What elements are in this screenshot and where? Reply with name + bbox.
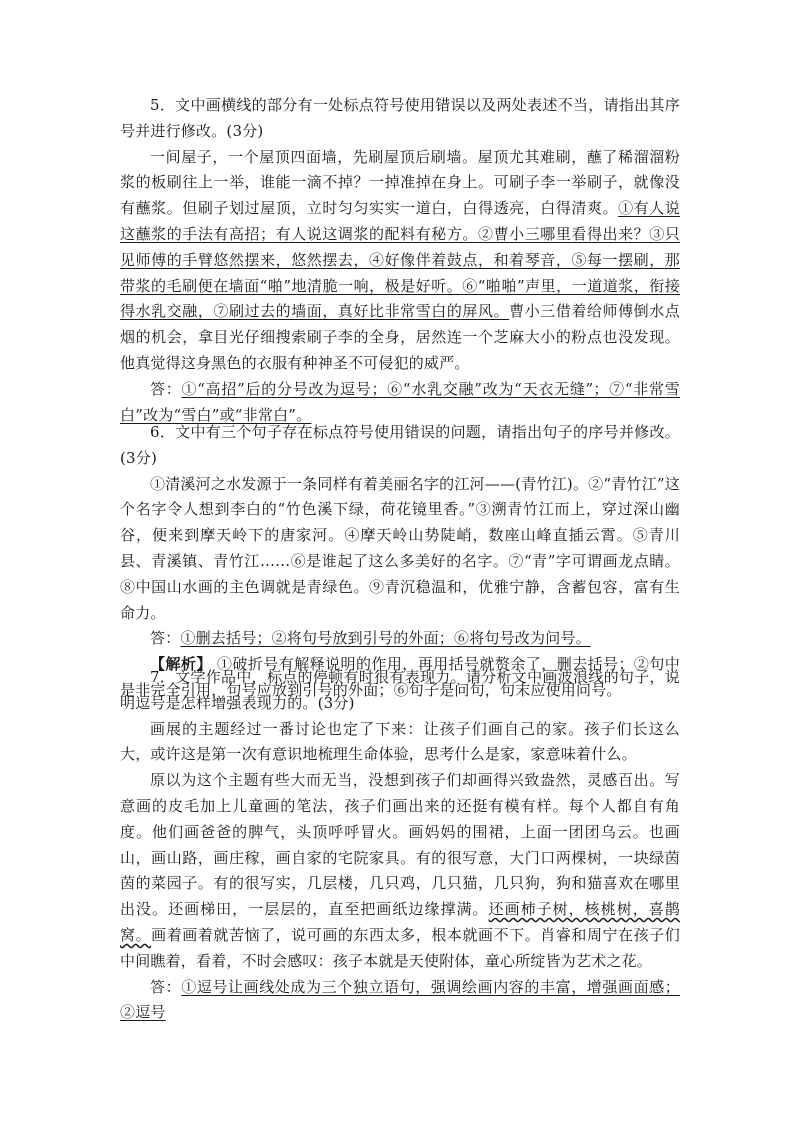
q6-answer-label: 答： [150,629,181,648]
question-7 [120,665,680,1026]
q5-passage-underlined: ①有人说这蘸浆的手法有高招；有人说这调浆的配料有秘方。②曹小三哪里看得出来？③只见师傅的手臂悠然摆来，悠然摆去，④好像伴着鼓点，和着琴音，⑤每一摆刷，那带浆的毛刷便在墙面“啪”地清脆一响，极是好听。⑥“啪啪”声里，一道道浆，衔接得水乳交融，⑦刷过去的墙面，真好比非常雪白的屏风。 [120,199,680,321]
q5-answer-text: ①“高招”后的分号改为逗号；⑥“水乳交融”改为“天衣无缝”；⑦“非常雪白”改为“雪白”或“非常白”。 [120,379,680,424]
q6-passage: ①清溪河之水发源于一条同样有着美丽名字的江河——(青竹江)。②“青竹江”这个名字令人想到李白的“竹色溪下绿，荷花镜里香。”③溯青竹江而上，穿过深山幽谷，便来到摩天岭下的唐家河。④摩天岭山势陡峭，数座山峰直插云霄。⑤青川县、青溪镇、青竹江……⑥是谁起了这么多美好的名字。⑦“青”字可谓画龙点睛。⑧中国山水画的主色调就是青绿色。⑨青沉稳温和，优雅宁静，含蓄包容，富有生命力。 [120,474,680,622]
q7-question: 7．文学作品中，标点的停顿有时很有表现力。请分析文中画波浪线的句子，说明逗号是怎样增强表现力的。(3分) [120,668,680,712]
q7-answer [120,975,680,1027]
q5-passage-plain: 一间屋子，一个屋顶四面墙，先刷屋顶后刷墙。屋顶尤其难刷，蘸了稀溜溜粉浆的板刷往上一举，谁能一滴不掉？一掉准掉在身上。可刷子李一举刷子，就像没有蘸浆。但刷子划过屋顶，立时匀匀实实一道白，白得透亮，白得清爽。 [120,147,680,218]
q6-answer [120,626,680,652]
q7-para2-tail: 画着画着就苦恼了，说可画的东西太多，根本就画不下。肖睿和周宁在孩子们中间瞧着，看着，不时会感叹：孩子本就是天使附体，童心所绽皆为艺术之花。 [120,925,680,970]
q7-answer-text: ①逗号让画线处成为三个独立语句，强调绘画内容的丰富，增强画面感；②逗号 [120,977,680,1022]
q7-answer-label: 答： [150,977,182,996]
q5-passage-tail: 曹小三借着给师傅倒水点烟的机会，拿目光仔细搜索刷子李的全身，居然连一个芝麻大小的粉点也没发现。他真觉得这身黑色的衣服有种神圣不可侵犯的威严。 [120,302,680,372]
q6-question: 6．文中有三个句子存在标点符号使用错误的问题，请指出句子的序号并修改。(3分) [120,423,680,467]
question-6 [120,420,680,704]
q7-para2 [120,768,680,974]
q5-question: 5．文中画横线的部分有一处标点符号使用错误以及两处表述不当，请指出其序号并进行修改。(3分) [120,96,680,140]
q5-passage [120,145,680,377]
q7-para2-plain: 原以为这个主题有些大而无当，没想到孩子们却画得兴致盎然，灵感百出。写意画的皮毛加上儿童画的笔法，孩子们画出来的还挺有模有样。每个人都自有角度。他们画爸爸的脾气，头顶呼呼冒火。画妈妈的围裙，上面一团团乌云。也画山，画山路，画庄稼，画自家的宅院家具。有的很写意，大门口两棵树，一块绿茵茵的菜园子。有的很写实，几层楼，几只鸡，几只猫，几只狗，狗和猫喜欢在哪里出没。还画梯田，一层层的，直至把画纸边缘撑满。 [120,771,680,919]
q5-answer-label: 答： [150,379,182,398]
q6-analysis-label: 【解析】 [150,655,212,674]
q6-answer-text: ①删去括号；②将句号放到引号的外面；⑥将句号改为问号。 [180,629,591,648]
q7-para1: 画展的主题经过一番讨论也定了下来：让孩子们画自己的家。孩子们长这么大，或许这是第一次有意识地梳理生命体验，思考什么是家，家意味着什么。 [120,719,680,764]
q7-para2-wavy: 还画柿子树，核桃树，喜鹊窝。 [120,900,681,944]
question-5 [120,93,680,428]
q6-analysis-text: ①破折号有解释说明的作用，再用括号就赘余了，删去括号；②句中是非完全引用，句号应放到引号的外面；⑥句子是问句，句末应使用问号。 [120,655,680,699]
